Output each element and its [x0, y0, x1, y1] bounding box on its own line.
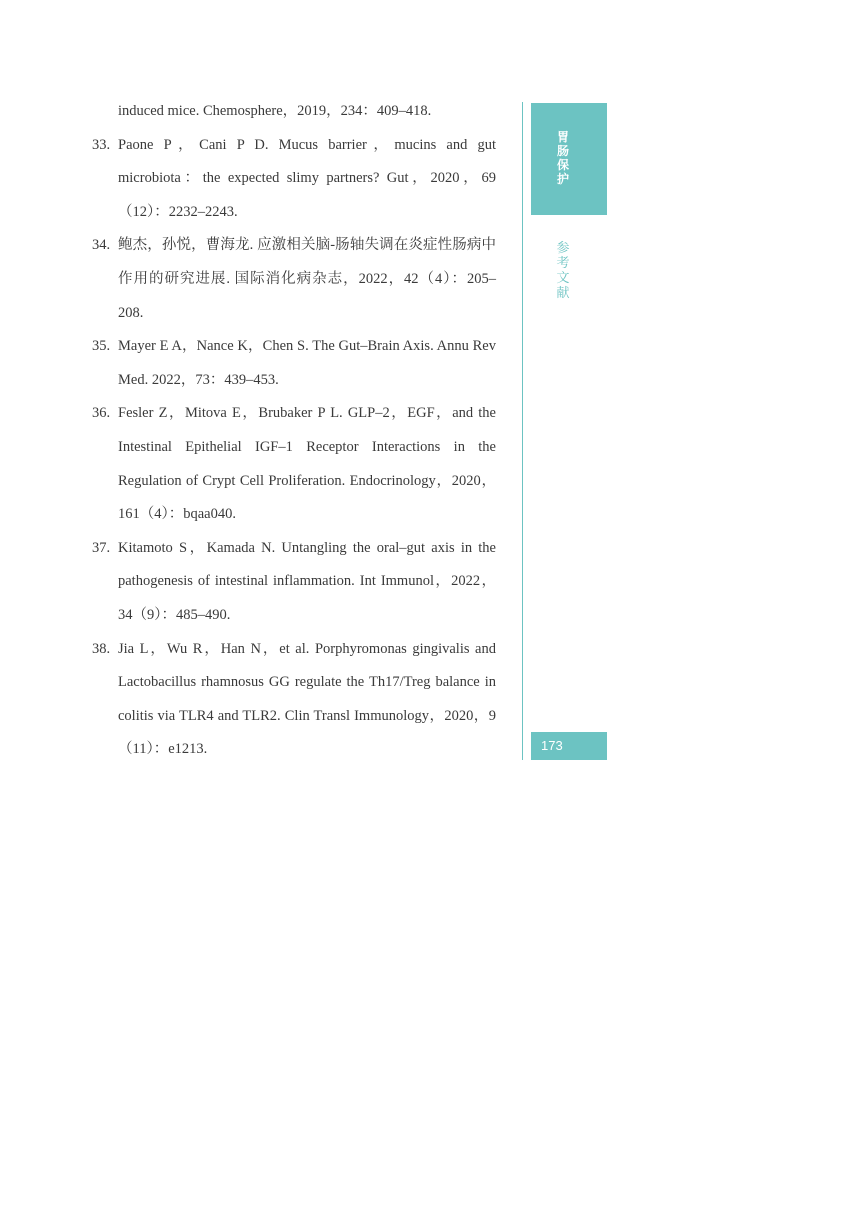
chapter-side-tab-label: 胃肠保护	[556, 130, 569, 186]
reference-text: Paone P，Cani P D. Mucus barrier，mucins and gut microbiota：the expected slimy partners? Gut，2020，69（12）：2232–2243.	[118, 136, 496, 220]
reference-item-33	[92, 129, 496, 230]
page-number-box	[531, 732, 607, 760]
reference-continuation	[92, 95, 496, 129]
reference-number: 33.	[92, 136, 111, 153]
reference-item-37	[92, 532, 496, 633]
reference-text: Jia L，Wu R，Han N，et al. Porphyromonas gingivalis and Lactobacillus rhamnosus GG regulate the Th17/Treg balance in colitis via TLR4 and TLR2. Clin Transl Immunology，2020，9（11）：e1213.	[118, 640, 496, 758]
reference-item-36	[92, 397, 496, 531]
reference-number: 37.	[92, 539, 111, 556]
reference-number: 35.	[92, 338, 111, 355]
reference-text: induced mice. Chemosphere，2019，234：409–418.	[118, 103, 432, 119]
reference-number: 36.	[92, 405, 111, 422]
reference-text: Mayer E A，Nance K，Chen S. The Gut–Brain Axis. Annu Rev Med. 2022，73：439–453.	[118, 338, 496, 388]
reference-item-38	[92, 633, 496, 767]
reference-text: Kitamoto S，Kamada N. Untangling the oral–gut axis in the pathogenesis of intestinal inflammation. Int Immunol，2022，34（9）：485–490.	[118, 539, 496, 623]
reference-item-35	[92, 330, 496, 397]
reference-number: 34.	[92, 237, 111, 254]
reference-number: 38.	[92, 640, 111, 657]
margin-divider-line	[522, 102, 523, 760]
reference-list	[92, 95, 496, 767]
page-number: 173	[541, 738, 563, 753]
reference-item-34	[92, 229, 496, 330]
section-label: 参考文献	[556, 241, 570, 301]
reference-text: 鲍杰，孙悦，曹海龙. 应激相关脑-肠轴失调在炎症性肠病中作用的研究进展. 国际消化病杂志，2022，42（4）：205–208.	[118, 237, 496, 321]
reference-text: Fesler Z，Mitova E，Brubaker P L. GLP–2，EGF，and the Intestinal Epithelial IGF–1 Receptor Interactions in the Regulation of Crypt Cell Proliferation. Endocrinology，2020，161（4）：bqaa040.	[118, 405, 496, 523]
